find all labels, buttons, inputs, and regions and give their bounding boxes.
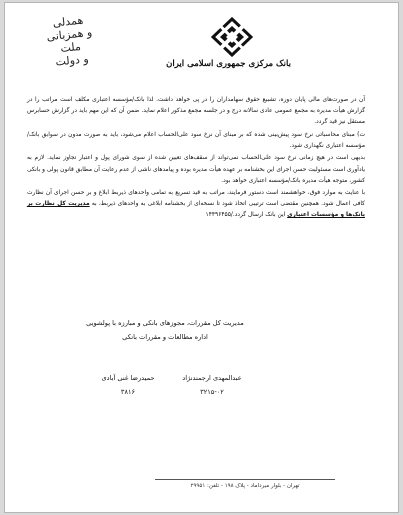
letter-page [5, 3, 398, 512]
slogan-line: ملت [59, 39, 82, 55]
slogan-line: همدلی [52, 13, 84, 30]
footer-divider [155, 479, 335, 480]
letter-body [27, 95, 365, 223]
slogan-line: و دولت [54, 52, 90, 69]
bank-name: بانک مرکزی جمهوری اسلامی ایران [166, 59, 291, 69]
body-paragraph: آن در صورت‌های مالی پایان دوره، تشبیع حقوق سهامداران را در پی خواهد داشت. لذا بانک/مؤسسه اعتباری مکلف است مراتب را در گزارش هیأت مدیره به مجمع عمومی عادی سالانه درج و در جلسه مجمع مذکور اعلام نماید. ضمن آن که این مهم باید در گزارش حسابرس مستقل نیز قید گردد. [27, 97, 365, 126]
signatory-code: ۳۲۱۵-۰۲ [200, 388, 224, 396]
body-paragraph: بدیهی است در هیچ زمانی نرخ سود علی‌الحساب نمی‌تواند از سقف‌های تعیین شده از سوی شورای پول و اعتبار تجاوز نماید. لازم به یادآوری است مسئولیت حسن اجرای این بخشنامه بر عهده هیأت مدیره بوده و پیامدهای ناشی از عدم رعایت آن مطابق قانون پولی و بانکی کشور، متوجه هیأت مدیره بانک/مؤسسه اعتباری خواهد بود. [27, 155, 365, 184]
body-paragraph: ت) مبنای محاسباتی نرخ سود پیش‌بینی شده که بر مبنای آن نرخ سود علی‌الحساب اعلام می‌شود، باید به صورت مدون در سوابق بانک/مؤسسه اعتباری نگهداری شود. [27, 131, 365, 149]
underlined-recipient: مدیریت کل نظارت بر بانک‌ها و مؤسسات اعتباری [27, 201, 365, 219]
signatory-name: عبدالمهدی ارجمندنژاد [182, 374, 242, 382]
signatory-code: ۳۸۱۶ [120, 388, 136, 396]
footer-address: تهران - بلوار میرداماد - پلاک ۱۹۸ - تلفن: ۲۹۹۵۱ [190, 483, 300, 489]
slogan-line: و همزبانی [45, 25, 93, 44]
final-paragraph [27, 188, 365, 221]
department-name: مدیریت کل مقررات، مجوزهای بانکی و مبارزه با پولشویی [86, 319, 244, 327]
signatory-name: حمیدرضا غنی آبادی [101, 374, 155, 382]
signature-department [57, 317, 273, 344]
central-bank-emblem-icon [211, 17, 253, 57]
office-name: اداره مطالعات و مقررات بانکی [122, 332, 208, 341]
slogan [32, 11, 107, 70]
final-paragraph-text: این بانک ارسال گردد./۱۴۴۹۶۴۵۵ [205, 212, 286, 219]
final-paragraph-text: با عنایت به موارد فوق، خواهشمند است دستور فرمایند، مراتب به قید تسریع به تمامی واحدهای ذیربط ابلاغ و بر حسن اجرای آن نظارت کافی اعمال شود. همچنین مقتضی است ترتیبی اتخاذ شود تا نسخه‌ای از بخشنامه ابلاغی به واحدهای ذیربط، به [27, 190, 365, 208]
